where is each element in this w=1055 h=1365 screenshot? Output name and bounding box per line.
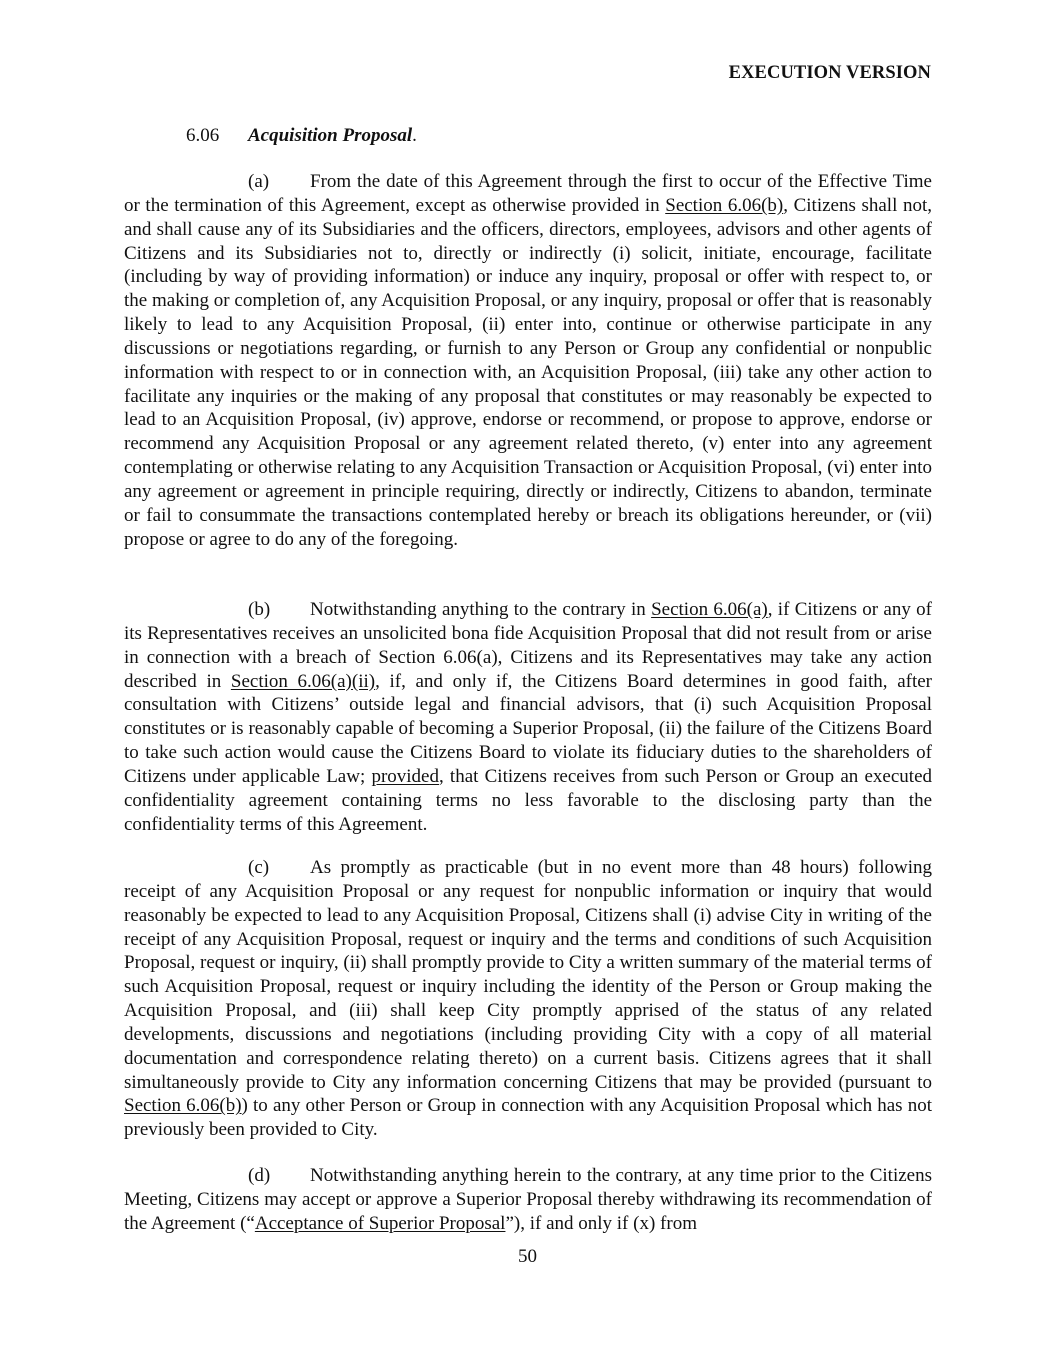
cross-reference-section-6-06-b: Section 6.06(b) [665,194,784,216]
paragraph-d-text-1: Notwithstanding anything herein to the contrary, at any time prior to the Citizens Meeting, Citizens may accept or approve a Superior Proposal thereby withdrawing its recommendation of the Agreement (“ [124,1165,932,1234]
paragraph-b-label: (b) [248,599,271,620]
paragraph-a [124,170,932,552]
paragraph-c [124,856,932,1142]
cross-reference-section-6-06-a-ii: Section 6.06(a)(ii) [230,670,376,692]
defined-term-acceptance-of-superior-proposal: Acceptance of Superior Proposal [254,1212,506,1234]
paragraph-a-text-2: , Citizens shall not, and shall cause any of its Subsidiaries and the officers, directors, employees, advisors and other agents of Citizens and its Subsidiaries not to, directly or indirectly (i) solicit, initiate, encourage, facilitate (including by way of providing information) or induce any inquiry, proposal or offer with respect to, or the making or completion of, any Acquisition Proposal, or any inquiry, proposal or offer that is reasonably likely to lead to any Acquisition Proposal, (ii) enter into, continue or otherwise participate in any discussions or negotiations regarding, or furnish to any Person or Group any confidential or nonpublic information with respect to or in connection with, an Acquisition Proposal, (iii) take any other action to facilitate any inquiries or the making of any proposal that constitutes or may reasonably be expected to lead to an Acquisition Proposal, (iv) approve, endorse or recommend, or propose to approve, endorse or recommend any Acquisition Proposal or any agreement related thereto, (v) enter into any agreement contemplating or otherwise relating to any Acquisition Transaction or Acquisition Proposal, (vi) enter into any agreement or agreement in principle requiring, directly or indirectly, Citizens to abandon, terminate or fail to consummate the transactions contemplated hereby or breach its obligations hereunder, or (vii) propose or agree to do any of the foregoing. [124,194,932,550]
page-number: 50 [518,1246,537,1267]
paragraph-a-text-1: From the date of this Agreement through the first to occur of the Effective Time or the termination of this Agreement, except as otherwise provided in [124,171,932,216]
paragraph-b [124,598,932,836]
paragraph-d-label: (d) [248,1165,271,1186]
paragraph-b-text-4: , that Citizens receives from such Person or Group an executed confidentiality agreement containing terms no less favorable to the disclosing party than the confidentiality terms of this Agreement. [124,765,933,835]
provided-term: provided [371,765,439,787]
paragraph-d-text-2: ”), if and only if (x) from [505,1212,697,1234]
execution-version-header: EXECUTION VERSION [728,63,931,83]
paragraph-a-label: (a) [248,171,270,192]
section-title-period: . [412,125,417,146]
section-title: Acquisition Proposal [248,125,413,146]
paragraph-b-text-2: , if Citizens or any of its Representatives receives an unsolicited bona fide Acquisition Proposal that did not result from or arise in connection with a breach of Section 6.06(a), Citizens and its Representatives may take any action described in [124,599,932,692]
paragraph-c-label: (c) [248,857,270,878]
cross-reference-section-6-06-a: Section 6.06(a) [651,599,768,620]
paragraph-c-text-2: ) to any other Person or Group in connection with any Acquisition Proposal which has not previously been provided to City. [124,1095,932,1141]
paragraph-c-text-1: As promptly as practicable (but in no event more than 48 hours) following receipt of any Acquisition Proposal or any request for nonpublic information or inquiry that would reasonably be expected to lead to any Acquisition Proposal, Citizens shall (i) advise City in writing of the receipt of any Acquisition Proposal, request or inquiry and the terms and conditions of such Acquisition Proposal, request or inquiry, (ii) shall promptly provide to City a written summary of the material terms of such Acquisition Proposal, request or inquiry including the identity of the Person or Group making the Acquisition Proposal, and (iii) shall keep City promptly apprised of the status of any related developments, discussions and negotiations (including providing City with a copy of all material documentation and correspondence relating thereto) on a current basis. Citizens agrees that it shall simultaneously provide to City any information concerning Citizens that may be provided (pursuant to [124,857,932,1093]
cross-reference-section-6-06-b-2: Section 6.06(b) [124,1095,242,1117]
paragraph-b-text-1: Notwithstanding anything to the contrary in [310,599,652,620]
paragraph-b-text-3: , if, and only if, the Citizens Board determines in good faith, after consultation with Citizens’ outside legal and financial advisors, that (i) such Acquisition Proposal constitutes or is reasonably capable of becoming a Superior Proposal, (ii) the failure of the Citizens Board to take such action would cause the Citizens Board to violate its fiduciary duties to the shareholders of Citizens under applicable Law; [124,670,933,787]
section-number: 6.06 [186,125,220,146]
paragraph-d [124,1164,932,1236]
section-heading [186,125,417,147]
